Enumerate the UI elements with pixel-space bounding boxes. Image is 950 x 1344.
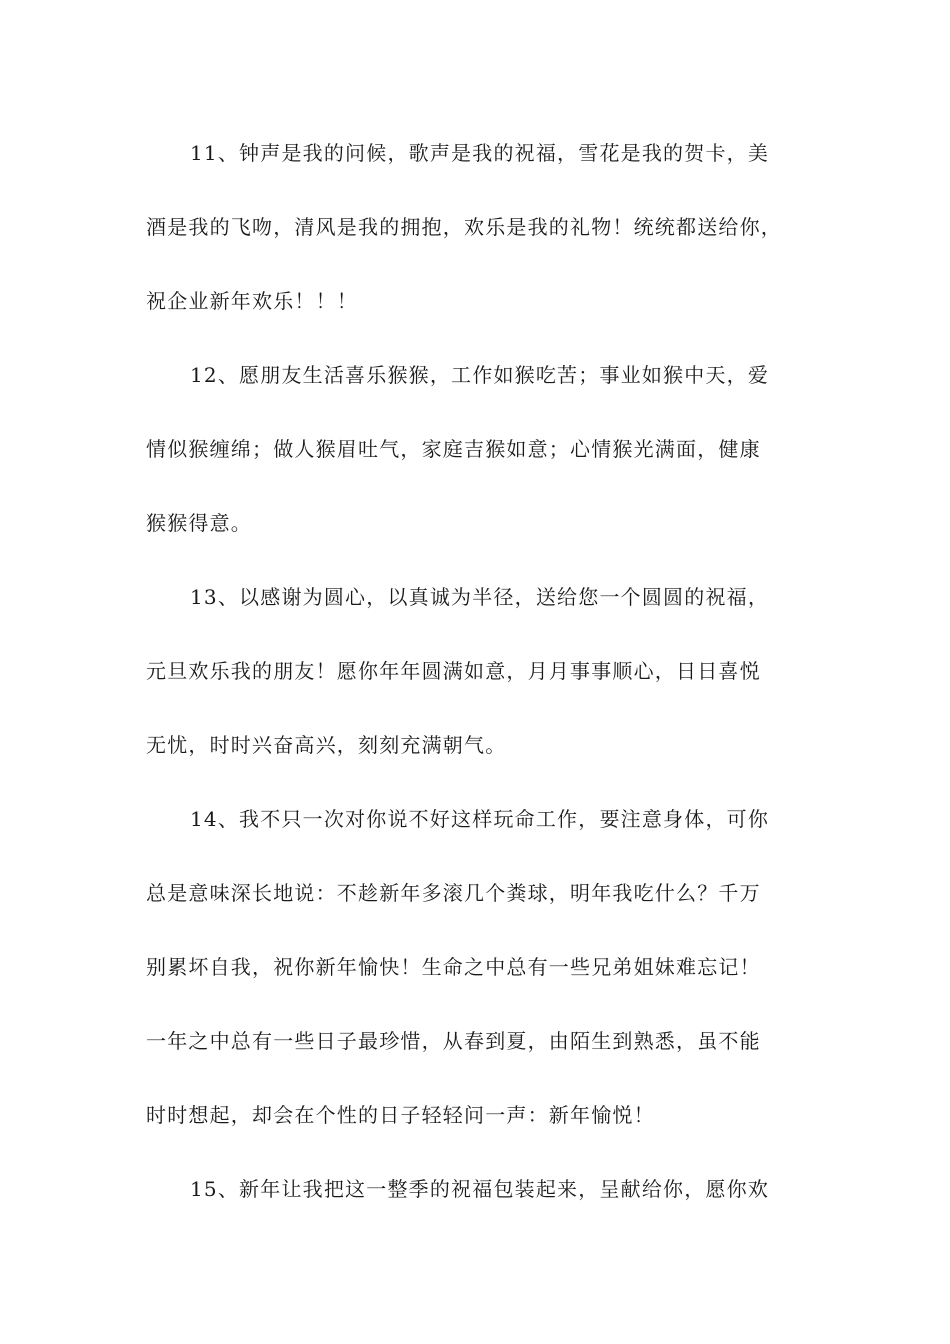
paragraph-15	[146, 1166, 801, 1213]
paragraph-12	[146, 352, 801, 547]
document-body	[146, 130, 801, 1240]
text-line: 情似猴缠绵；做人猴眉吐气，家庭吉猴如意；心情猴光满面，健康	[146, 437, 761, 461]
text-line: 12、愿朋友生活喜乐猴猴，工作如猴吃苦；事业如猴中天，爱	[190, 363, 770, 387]
text-line: 猴猴得意。	[146, 511, 252, 535]
text-line: 时时想起，却会在个性的日子轻轻问一声：新年愉悦！	[146, 1103, 655, 1127]
paragraph-14	[146, 796, 801, 1139]
text-line: 无忧，时时兴奋高兴，刻刻充满朝气。	[146, 733, 507, 757]
text-line: 别累坏自我，祝你新年愉快！生命之中总有一些兄弟姐妹难忘记！	[146, 955, 761, 979]
text-line: 一年之中总有一些日子最珍惜，从春到夏，由陌生到熟悉，虽不能	[146, 1029, 761, 1053]
text-line: 13、以感谢为圆心，以真诚为半径，送给您一个圆圆的祝福，	[190, 585, 770, 609]
text-line: 11、钟声是我的问候，歌声是我的祝福，雪花是我的贺卡，美	[190, 141, 770, 165]
text-line: 酒是我的飞吻，清风是我的拥抱，欢乐是我的礼物！统统都送给你，	[146, 215, 782, 239]
text-line: 总是意味深长地说：不趁新年多滚几个粪球，明年我吃什么？千万	[146, 881, 761, 905]
text-line: 14、我不只一次对你说不好这样玩命工作，要注意身体，可你	[190, 807, 770, 831]
paragraph-13	[146, 574, 801, 769]
text-line: 元旦欢乐我的朋友！愿你年年圆满如意，月月事事顺心，日日喜悦	[146, 659, 761, 683]
paragraph-11	[146, 130, 801, 325]
text-line: 15、新年让我把这一整季的祝福包装起来，呈献给你，愿你欢	[190, 1177, 770, 1201]
text-line: 祝企业新年欢乐！！！	[146, 289, 358, 313]
